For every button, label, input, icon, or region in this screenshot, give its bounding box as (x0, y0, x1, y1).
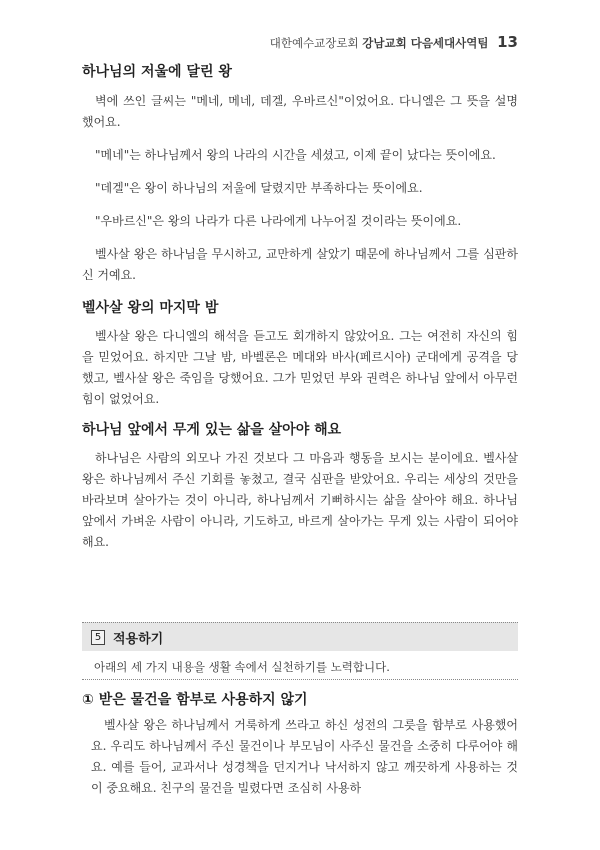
apply-items (82, 689, 518, 799)
paragraph: "우바르신"은 왕의 나라가 다른 나라에게 나누어질 것이라는 뜻이에요. (95, 214, 462, 228)
paragraph: "데겔"은 왕이 하나님의 저울에 달렸지만 부족하다는 뜻이에요. (95, 181, 423, 195)
section-title: 하나님의 저울에 달린 왕 (82, 64, 232, 80)
paragraph: 하나님은 사람의 외모나 가진 것보다 그 마음과 행동을 보시는 분이에요. 벨사살 왕은 하나님께서 주신 기회를 놓쳤고, 결국 심판을 받았어요. 우리는 세상의 것만을 바라보며 살아가는 것이 아니라, 하나님께서 기뻐하시는 삶을 살아야 해요. 하나님 앞에서 가벼운 사람이 아니라, 기도하고, 바르게 살아가는 무게 있는 사람이 되어야 해요. (82, 451, 518, 549)
divider (82, 679, 518, 680)
apply-section-header (82, 622, 518, 651)
apply-intro: 아래의 세 가지 내용을 생활 속에서 실천하기를 노력합니다. (94, 660, 390, 674)
page-number: 13 (497, 33, 518, 51)
section-title: 하나님 앞에서 무게 있는 삶을 살아야 해요 (82, 422, 342, 438)
apply-item-body: 벨사살 왕은 하나님께서 거룩하게 쓰라고 하신 성전의 그릇을 함부로 사용했어요. 우리도 하나님께서 주신 물건이나 부모님이 사주신 물건을 소중히 다루어야 해요. 예를 들어, 교과서나 성경책을 던지거나 낙서하지 않고 깨끗하게 사용하는 것이 중요해요. 친구의 물건을 빌렸다면 조심히 사용하 (91, 718, 518, 795)
section-number-badge: 5 (91, 630, 105, 645)
main-content (82, 62, 518, 553)
page-header (270, 33, 518, 51)
paragraph: "메네"는 하나님께서 왕의 나라의 시간을 세셨고, 이제 끝이 났다는 뜻이에요. (95, 148, 496, 162)
paragraph: 벨사살 왕은 다니엘의 해석을 듣고도 회개하지 않았어요. 그는 여전히 자신의 힘을 믿었어요. 하지만 그날 밤, 바벨론은 메대와 바사(페르시아) 군대에게 공격을 당했고, 벨사살 왕은 죽임을 당했어요. 그가 믿었던 부와 권력은 하나님 앞에서 아무런 힘이 없었어요. (82, 329, 518, 406)
header-church: 강남교회 다음세대사역팀 (362, 36, 489, 50)
paragraph: 벽에 쓰인 글씨는 "메네, 메네, 데겔, 우바르신"이었어요. 다니엘은 그 뜻을 설명했어요. (82, 94, 518, 129)
apply-title: 적용하기 (113, 631, 164, 647)
apply-item-title: ① 받은 물건을 함부로 사용하지 않기 (82, 692, 308, 708)
paragraph: 벨사살 왕은 하나님을 무시하고, 교만하게 살았기 때문에 하나님께서 그를 심판하신 거예요. (82, 247, 518, 282)
section-title: 벨사살 왕의 마지막 밤 (82, 300, 219, 316)
header-denomination: 대한예수교장로회 (269, 36, 359, 50)
